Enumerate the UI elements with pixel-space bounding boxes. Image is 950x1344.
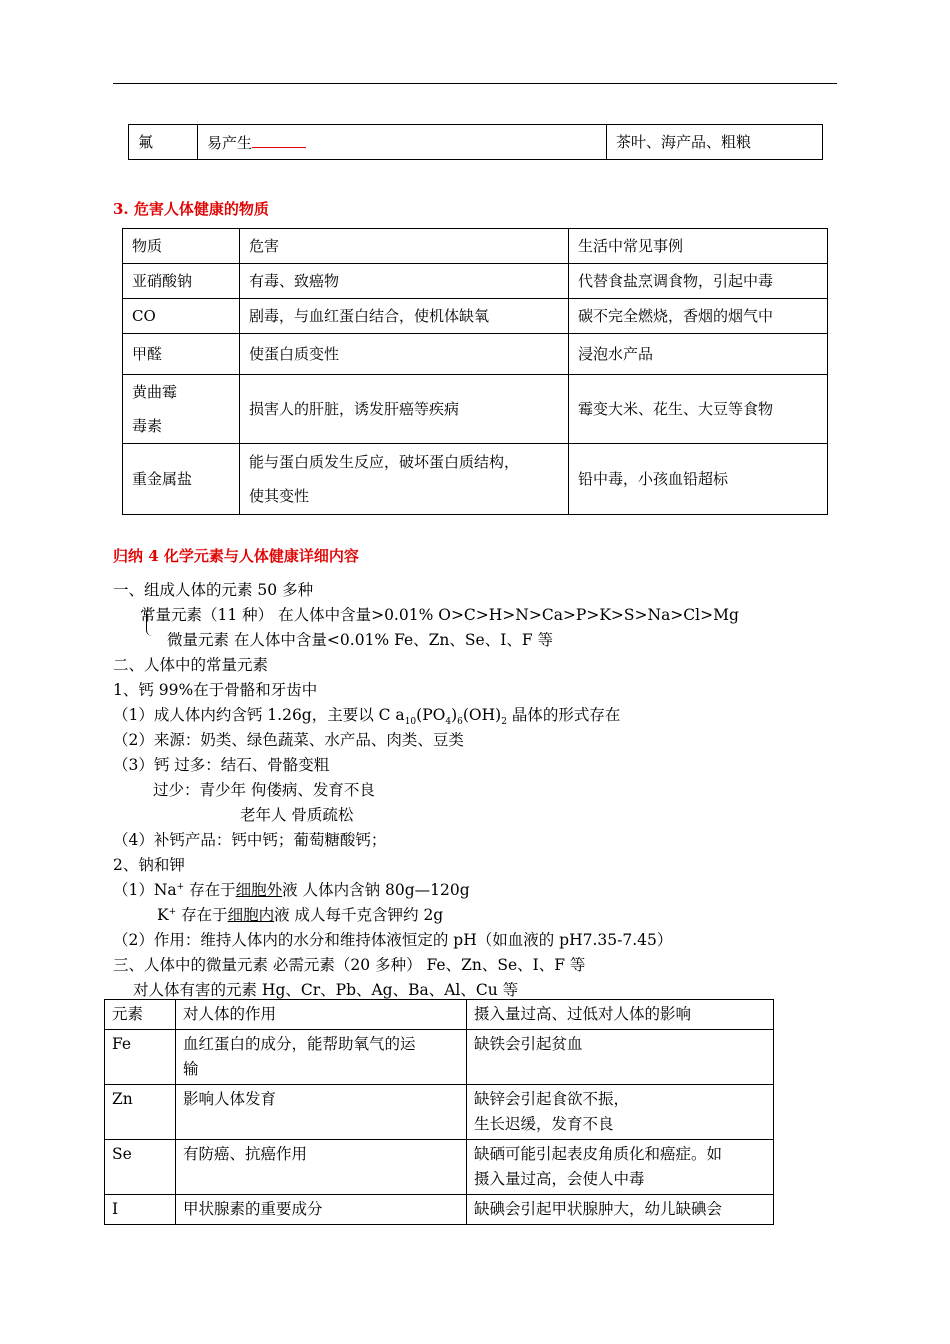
cell-effect — [467, 1140, 774, 1195]
cell-line: 摄入量过高，会使人中毒 — [474, 1170, 645, 1188]
cell-example: 碳不完全燃烧，香烟的烟气中 — [569, 299, 828, 334]
text-line: 常量元素（11 种） 在人体中含量>0.01% O>C>H>N>Ca>P>K>S>Na>Cl>Mg — [140, 606, 739, 624]
cell-element: Se — [105, 1140, 176, 1195]
brace-symbol — [146, 608, 155, 636]
fill-blank — [252, 133, 306, 148]
text-line — [157, 903, 443, 925]
underlined-text: 细胞内 — [227, 906, 275, 924]
table-row — [105, 1085, 774, 1140]
cell-substance: 亚硝酸钠 — [123, 264, 240, 299]
table-row — [123, 334, 828, 375]
text-line: 三、人体中的微量元素 必需元素（20 多种） Fe、Zn、Se、I、F 等 — [113, 956, 586, 974]
text-line: 过少：青少年 佝偻病、发育不良 — [153, 781, 375, 799]
fluorine-table — [128, 124, 823, 160]
cell-effect-text: 易产生 — [207, 134, 253, 152]
text-line — [113, 878, 470, 900]
table-row — [123, 299, 828, 334]
text-line: 二、人体中的常量元素 — [113, 656, 269, 674]
header-element: 元素 — [105, 1000, 176, 1030]
cell-line: 甲状腺素的重要成分 — [183, 1200, 323, 1218]
trace-elements-table — [104, 999, 774, 1225]
cell-element: I — [105, 1195, 176, 1225]
cell-substance: CO — [123, 299, 240, 334]
table-row — [129, 125, 823, 160]
cell-element: Zn — [105, 1085, 176, 1140]
header-harm: 危害 — [240, 229, 569, 264]
header-substance: 物质 — [123, 229, 240, 264]
subscript: 2 — [501, 717, 507, 728]
text-line: （3）钙 过多：结石、骨骼变粗 — [113, 756, 330, 774]
cell-example: 霉变大米、花生、大豆等食物 — [569, 375, 828, 444]
cell-substance — [123, 375, 240, 444]
table-header-row — [105, 1000, 774, 1030]
subscript: 10 — [404, 717, 417, 728]
superscript: + — [176, 881, 185, 892]
cell-example: 浸泡水产品 — [569, 334, 828, 375]
cell-source: 茶叶、海产品、粗粮 — [607, 125, 823, 160]
cell-element: Fe — [105, 1030, 176, 1085]
text-line: 微量元素 在人体中含量<0.01% Fe、Zn、Se、I、F 等 — [167, 631, 554, 649]
cell-line: 输 — [183, 1060, 199, 1078]
cell-line: 毒素 — [132, 417, 163, 435]
text-seg: （1）Na — [113, 881, 177, 899]
cell-example: 代替食盐烹调食物，引起中毒 — [569, 264, 828, 299]
cell-effect — [467, 1195, 774, 1225]
cell-harm: 剧毒，与血红蛋白结合，使机体缺氧 — [240, 299, 569, 334]
text-seg: (OH) — [462, 706, 502, 724]
cell-line: 能与蛋白质发生反应，破坏蛋白质结构， — [249, 453, 520, 471]
cell-line: 缺硒可能引起表皮角质化和癌症。如 — [474, 1145, 723, 1163]
cell-example: 铅中毒，小孩血铅超标 — [569, 444, 828, 515]
text-seg: (PO — [416, 706, 446, 724]
cell-harm — [240, 444, 569, 515]
cell-substance: 甲醛 — [123, 334, 240, 375]
cell-effect — [467, 1030, 774, 1085]
text-line: 2、钠和钾 — [113, 856, 185, 874]
text-line: （2）来源：奶类、绿色蔬菜、水产品、肉类、豆类 — [113, 731, 464, 749]
text-seg: 晶体的形式存在 — [506, 706, 621, 724]
text-line: （2）作用：维持人体内的水分和维持体液恒定的 pH（如血液的 pH7.35-7.45） — [113, 931, 673, 949]
table-row — [123, 444, 828, 515]
cell-effect — [198, 125, 607, 160]
text-seg: 存在于 — [184, 881, 236, 899]
superscript: + — [168, 906, 177, 917]
underlined-text: 细胞外 — [235, 881, 283, 899]
text-line: 对人体有害的元素 Hg、Cr、Pb、Ag、Ba、Al、Cu 等 — [133, 981, 519, 999]
cell-line: 缺铁会引起贫血 — [474, 1035, 583, 1053]
section4-heading: 归纳 4 化学元素与人体健康详细内容 — [113, 547, 359, 565]
table-row — [105, 1195, 774, 1225]
subscript: 4 — [445, 717, 452, 728]
harmful-substances-table — [122, 228, 828, 515]
text-line: 一、组成人体的元素 50 多种 — [113, 581, 314, 599]
table-row — [105, 1030, 774, 1085]
cell-line: 血红蛋白的成分，能帮助氧气的运 — [183, 1035, 416, 1053]
subscript: 6 — [457, 717, 463, 728]
header-example: 生活中常见事例 — [569, 229, 828, 264]
header-role: 对人体的作用 — [176, 1000, 467, 1030]
text-seg: （1）成人体内约含钙 1.26g，主要以 C a — [113, 706, 405, 724]
cell-line: 影响人体发育 — [183, 1090, 277, 1108]
text-seg: 液 成人每千克含钾约 2g — [274, 906, 444, 924]
text-line: （4）补钙产品：钙中钙；葡萄糖酸钙； — [113, 831, 387, 849]
table-row — [123, 264, 828, 299]
cell-harm: 有毒、致癌物 — [240, 264, 569, 299]
text-seg: 存在于 — [176, 906, 228, 924]
cell-line: 使其变性 — [249, 487, 310, 505]
cell-role — [176, 1030, 467, 1085]
cell-harm: 损害人的肝脏，诱发肝癌等疾病 — [240, 375, 569, 444]
table-row — [105, 1140, 774, 1195]
cell-line: 生长迟缓，发育不良 — [474, 1115, 614, 1133]
cell-element: 氟 — [129, 125, 198, 160]
table-header-row — [123, 229, 828, 264]
text-line: 老年人 骨质疏松 — [240, 806, 354, 824]
cell-line: 黄曲霉 — [132, 383, 178, 401]
cell-role — [176, 1140, 467, 1195]
text-line — [113, 703, 620, 727]
section3-heading: 3. 危害人体健康的物质 — [113, 200, 269, 218]
cell-line: 缺锌会引起食欲不振， — [474, 1090, 630, 1108]
table-row — [123, 375, 828, 444]
text-seg: ) — [451, 706, 458, 724]
cell-role — [176, 1195, 467, 1225]
cell-line: 有防癌、抗癌作用 — [183, 1145, 308, 1163]
cell-line: 缺碘会引起甲状腺肿大，幼儿缺碘会 — [474, 1200, 723, 1218]
text-seg: 液 人体内含钠 80g—120g — [282, 881, 470, 899]
header-rule — [113, 83, 837, 84]
text-line: 1、钙 99%在于骨骼和牙齿中 — [113, 681, 318, 699]
cell-role — [176, 1085, 467, 1140]
cell-substance: 重金属盐 — [123, 444, 240, 515]
cell-harm: 使蛋白质变性 — [240, 334, 569, 375]
header-effect: 摄入量过高、过低对人体的影响 — [467, 1000, 774, 1030]
text-seg: K — [157, 906, 169, 924]
cell-effect — [467, 1085, 774, 1140]
